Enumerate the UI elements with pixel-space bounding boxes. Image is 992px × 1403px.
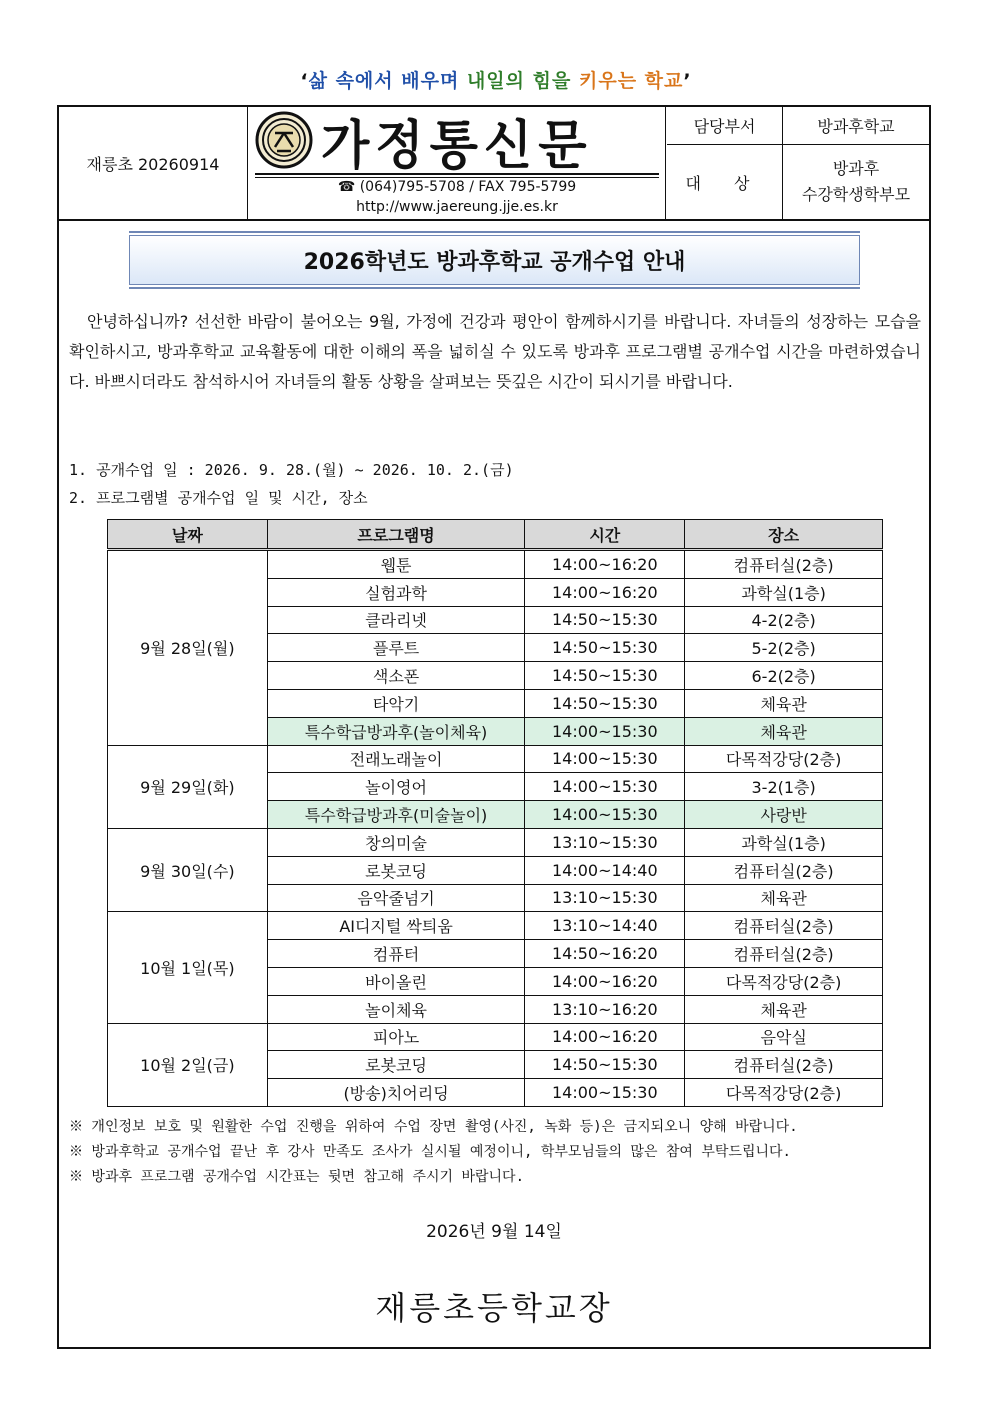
motto-word: 배우며 — [401, 70, 460, 92]
program-cell: 피아노 — [267, 1023, 525, 1051]
motto-open-quote: ‘ — [300, 70, 309, 92]
dept-label: 담당부서 — [667, 107, 783, 145]
table-row — [108, 1023, 883, 1051]
time-cell: 13:10~14:40 — [525, 912, 685, 940]
dept-value: 방과후학교 — [783, 107, 929, 145]
program-cell: 컴퓨터 — [267, 940, 525, 968]
date-cell: 9월 29일(화) — [108, 745, 268, 828]
table-header-row — [108, 520, 883, 550]
time-cell: 14:50~15:30 — [525, 634, 685, 662]
program-cell: (방송)치어리딩 — [267, 1079, 525, 1107]
time-cell: 14:00~15:30 — [525, 717, 685, 745]
location-cell: 4-2(2층) — [685, 606, 883, 634]
time-cell: 14:50~15:30 — [525, 689, 685, 717]
table-row — [108, 745, 883, 773]
program-cell: 로봇코딩 — [267, 1051, 525, 1079]
column-header: 시간 — [525, 520, 685, 550]
location-cell: 5-2(2층) — [685, 634, 883, 662]
time-cell: 14:00~15:30 — [525, 773, 685, 801]
time-cell: 14:00~16:20 — [525, 550, 685, 579]
intro-paragraph: 안녕하십니까? 선선한 바람이 불어오는 9월, 가정에 건강과 평안이 함께하시기를 바랍니다. 자녀들의 성장하는 모습을 확인하시고, 방과후학교 교육활동에 대한 이해의 폭을 넓히실 수 있도록 방과후 프로그램별 공개수업 시간을 마련하였습니다. 바쁘시더라도 참석하시어 자녀들의 활동 상황을 살펴보는 뜻깊은 시간이 되시기를 바랍니다. — [69, 312, 921, 391]
notes-list — [69, 1115, 798, 1190]
column-header: 장소 — [685, 520, 883, 550]
location-cell: 컴퓨터실(2층) — [685, 1051, 883, 1079]
phone-fax-line: ☎ (064)795-5708 / FAX 795-5799 — [337, 179, 577, 195]
schedule-body — [108, 550, 883, 1107]
letter-header — [59, 107, 929, 221]
motto-word: 힘을 — [532, 70, 572, 92]
target-value — [783, 145, 929, 219]
schedule-table — [107, 519, 883, 1107]
location-cell: 사랑반 — [685, 801, 883, 829]
program-cell: 놀이체육 — [267, 995, 525, 1023]
title-divider — [255, 177, 659, 178]
time-cell: 13:10~16:20 — [525, 995, 685, 1023]
table-row — [108, 912, 883, 940]
issue-date: 2026년 9월 14일 — [426, 1222, 562, 1242]
target-line: 수강학생학부모 — [801, 185, 911, 204]
principal-signature: 재릉초등학교장 — [375, 1289, 613, 1327]
time-cell: 14:50~15:30 — [525, 606, 685, 634]
motto-word: 삶 속에서 — [308, 70, 394, 92]
column-header: 날짜 — [108, 520, 268, 550]
header-info-grid — [667, 107, 929, 219]
program-schedule-heading: 2. 프로그램별 공개수업 일 및 시간, 장소 — [69, 489, 368, 507]
time-cell: 14:50~15:30 — [525, 662, 685, 690]
target-label: 대 상 — [667, 145, 783, 219]
program-cell: AI디지털 싹틔움 — [267, 912, 525, 940]
school-motto — [0, 66, 992, 93]
newsletter-title-block — [249, 107, 666, 219]
location-cell: 과학실(1층) — [685, 578, 883, 606]
table-row — [108, 828, 883, 856]
program-cell: 놀이영어 — [267, 773, 525, 801]
program-cell: 색소폰 — [267, 662, 525, 690]
location-cell: 컴퓨터실(2층) — [685, 856, 883, 884]
time-cell: 14:50~16:20 — [525, 940, 685, 968]
time-cell: 14:00~15:30 — [525, 1079, 685, 1107]
time-cell: 14:00~15:30 — [525, 801, 685, 829]
time-cell: 14:00~14:40 — [525, 856, 685, 884]
column-header: 프로그램명 — [267, 520, 525, 550]
program-cell: 클라리넷 — [267, 606, 525, 634]
document-frame — [57, 105, 931, 1349]
location-cell: 컴퓨터실(2층) — [685, 912, 883, 940]
notice-title: 2026학년도 방과후학교 공개수업 안내 — [129, 235, 860, 285]
date-cell: 9월 30일(수) — [108, 828, 268, 911]
motto-close-quote: ’ — [683, 70, 692, 92]
date-cell: 9월 28일(월) — [108, 550, 268, 746]
note-item: ※ 방과후학교 공개수업 끝난 후 강사 만족도 조사가 실시될 예정이니, 학부모님들의 많은 참여 부탁드립니다. — [69, 1144, 791, 1160]
time-cell: 14:00~15:30 — [525, 745, 685, 773]
program-cell: 웹툰 — [267, 550, 525, 579]
motto-word: 키우는 — [578, 70, 638, 92]
motto-word: 내일의 — [466, 70, 526, 92]
time-cell: 14:50~15:30 — [525, 1051, 685, 1079]
location-cell: 컴퓨터실(2층) — [685, 940, 883, 968]
location-cell: 체육관 — [685, 689, 883, 717]
location-cell: 6-2(2층) — [685, 662, 883, 690]
time-cell: 14:00~16:20 — [525, 967, 685, 995]
program-cell: 음악줄넘기 — [267, 884, 525, 912]
target-line: 방과후 — [832, 159, 880, 178]
location-cell: 컴퓨터실(2층) — [685, 550, 883, 579]
program-cell: 전래노래놀이 — [267, 745, 525, 773]
location-cell: 음악실 — [685, 1023, 883, 1051]
table-row — [108, 550, 883, 579]
location-cell: 체육관 — [685, 717, 883, 745]
document-number: 재릉초 20260914 — [59, 107, 248, 219]
program-cell: 실험과학 — [267, 578, 525, 606]
program-cell: 특수학급방과후(놀이체육) — [267, 717, 525, 745]
program-cell: 특수학급방과후(미술놀이) — [267, 801, 525, 829]
time-cell: 13:10~15:30 — [525, 828, 685, 856]
school-emblem-icon — [255, 111, 313, 169]
program-cell: 바이올린 — [267, 967, 525, 995]
time-cell: 13:10~15:30 — [525, 884, 685, 912]
note-item: ※ 개인정보 보호 및 원활한 수업 진행을 위하여 수업 장면 촬영(사진, 녹화 등)은 금지되오니 양해 바랍니다. — [69, 1119, 798, 1135]
program-cell: 타악기 — [267, 689, 525, 717]
title-divider — [255, 173, 659, 175]
program-cell: 창의미술 — [267, 828, 525, 856]
date-cell: 10월 2일(금) — [108, 1023, 268, 1106]
location-cell: 다목적강당(2층) — [685, 967, 883, 995]
open-class-period: 1. 공개수업 일 : 2026. 9. 28.(월) ~ 2026. 10. 2.(금) — [69, 461, 514, 479]
location-cell: 체육관 — [685, 995, 883, 1023]
location-cell: 3-2(1층) — [685, 773, 883, 801]
date-cell: 10월 1일(목) — [108, 912, 268, 1023]
time-cell: 14:00~16:20 — [525, 578, 685, 606]
program-cell: 로봇코딩 — [267, 856, 525, 884]
location-cell: 다목적강당(2층) — [685, 745, 883, 773]
location-cell: 체육관 — [685, 884, 883, 912]
newsletter-title: 가정통신문 — [321, 113, 593, 176]
school-url: http://www.jaereung.jje.es.kr — [356, 199, 558, 215]
motto-word: 학교 — [644, 70, 684, 92]
location-cell: 과학실(1층) — [685, 828, 883, 856]
location-cell: 다목적강당(2층) — [685, 1079, 883, 1107]
program-cell: 플루트 — [267, 634, 525, 662]
note-item: ※ 방과후 프로그램 공개수업 시간표는 뒷면 참고해 주시기 바랍니다. — [69, 1169, 525, 1185]
time-cell: 14:00~16:20 — [525, 1023, 685, 1051]
